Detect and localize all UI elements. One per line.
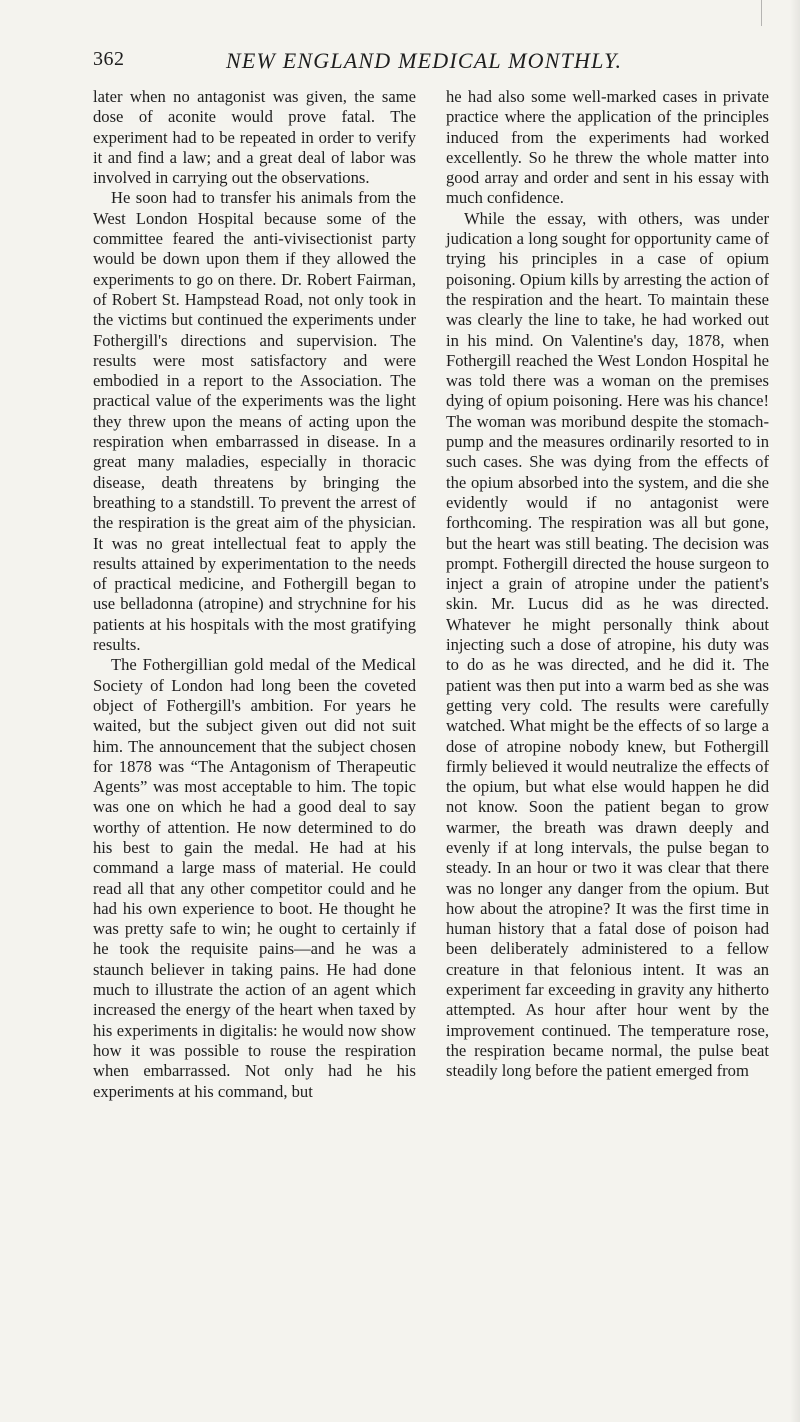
page-number: 362 — [93, 48, 125, 70]
left-column — [93, 87, 416, 1102]
scan-corner-mark — [761, 0, 776, 26]
right-paragraph-2: While the essay, with others, was under judication a long sought for opportunity came of trying his principles in a case of opium poisoning. Opium kills by arresting the action of the respiration and the heart. To maintain these was clearly the line to take, he had worked out in his mind. On Valentine's day, 1878, when Fothergill reached the West London Hospital he was told there was a woman on the premises dying of opium poisoning. Here was his chance! The woman was moribund despite the stomach-pump and the measures ordinarily resorted to in such cases. She was dying from the effects of the opium absorbed into the system, and die she evidently would if no antagonist were forthcoming. The respiration was all but gone, but the heart was still beating. The decision was prompt. Fothergill directed the house surgeon to inject a grain of atropine under the patient's skin. Mr. Lucus did as he was directed. Whatever he might personally think about injecting such a dose of atropine, his duty was to do as he was directed, and he did it. The patient was then put into a warm bed as she was getting very cold. The results were carefully watched. What might be the effects of so large a dose of atropine nobody knew, but Fothergill firmly believed it would neutralize the effects of the opium, but what else would happen he did not know. Soon the patient began to grow warmer, the breath was drawn deeply and evenly if at long intervals, the pulse began to steady. In an hour or two it was clear that there was no longer any danger from the opium. But how about the atropine? It was the first time in human history that a fatal dose of poison had been deliberately administered to a fellow creature in that felonious intent. It was an experiment far exceeding in gravity any hitherto attempted. As hour after hour went by the improvement continued. The temperature rose, the respiration became normal, the pulse beat steadily long before the patient emerged from — [446, 208, 769, 1081]
page-header — [93, 48, 673, 82]
right-paragraph-1: he had also some well-marked cases in private practice where the application of the principles induced from the experiments had worked excellently. So he threw the whole matter into good array and order and sent in his essay with much confidence. — [446, 87, 769, 208]
left-paragraph-2: He soon had to transfer his animals from the West London Hospital because some of the committee feared the anti-vivisectionist party would be down upon them if they allowed the experiments to go on there. Dr. Robert Fairman, of Robert St. Hampstead Road, not only took in the victims but continued the experiments under Fothergill's directions and supervision. The results were most satisfactory and were embodied in a report to the Association. The practical value of the experiments was the light they threw upon the means of acting upon the respiration when embarrassed in disease. In a great many maladies, especially in thoracic disease, death threatens by bringing the breathing to a standstill. To prevent the arrest of the respiration is the great aim of the physician. It was no great intellectual feat to apply the results attained by experimentation to the needs of practical medicine, and Fothergill began to use belladonna (atropine) and strychnine for his patients at his hospitals with the most gratifying results. — [93, 188, 416, 655]
left-paragraph-1: later when no antagonist was given, the same dose of aconite would prove fatal. The experiment had to be repeated in order to verify it and find a law; and a great deal of labor was involved in carrying out the observations. — [93, 87, 416, 188]
running-title: NEW ENGLAND MEDICAL MONTHLY. — [226, 48, 623, 73]
scan-edge-shadow — [790, 0, 800, 1422]
left-paragraph-3: The Fothergillian gold medal of the Medical Society of London had long been the coveted object of Fothergill's ambition. For years he waited, but the subject given out did not suit him. The announcement that the subject chosen for 1878 was “The Antagonism of Therapeutic Agents” was most acceptable to him. The topic was one on which he had a good deal to say worthy of attention. He now determined to do his best to gain the medal. He had at his command a large mass of material. He could read all that any other competitor could and he had his own experience to boot. He thought he was pretty safe to win; he ought to certainly if he took the requisite pains—and he was a staunch believer in taking pains. He had done much to illustrate the action of an agent which increased the energy of the heart when taxed by his experiments in digitalis: he would now show how it was possible to rouse the respiration when embarrassed. Not only had he his experiments at his command, but — [93, 655, 416, 1101]
right-column — [446, 87, 769, 1082]
